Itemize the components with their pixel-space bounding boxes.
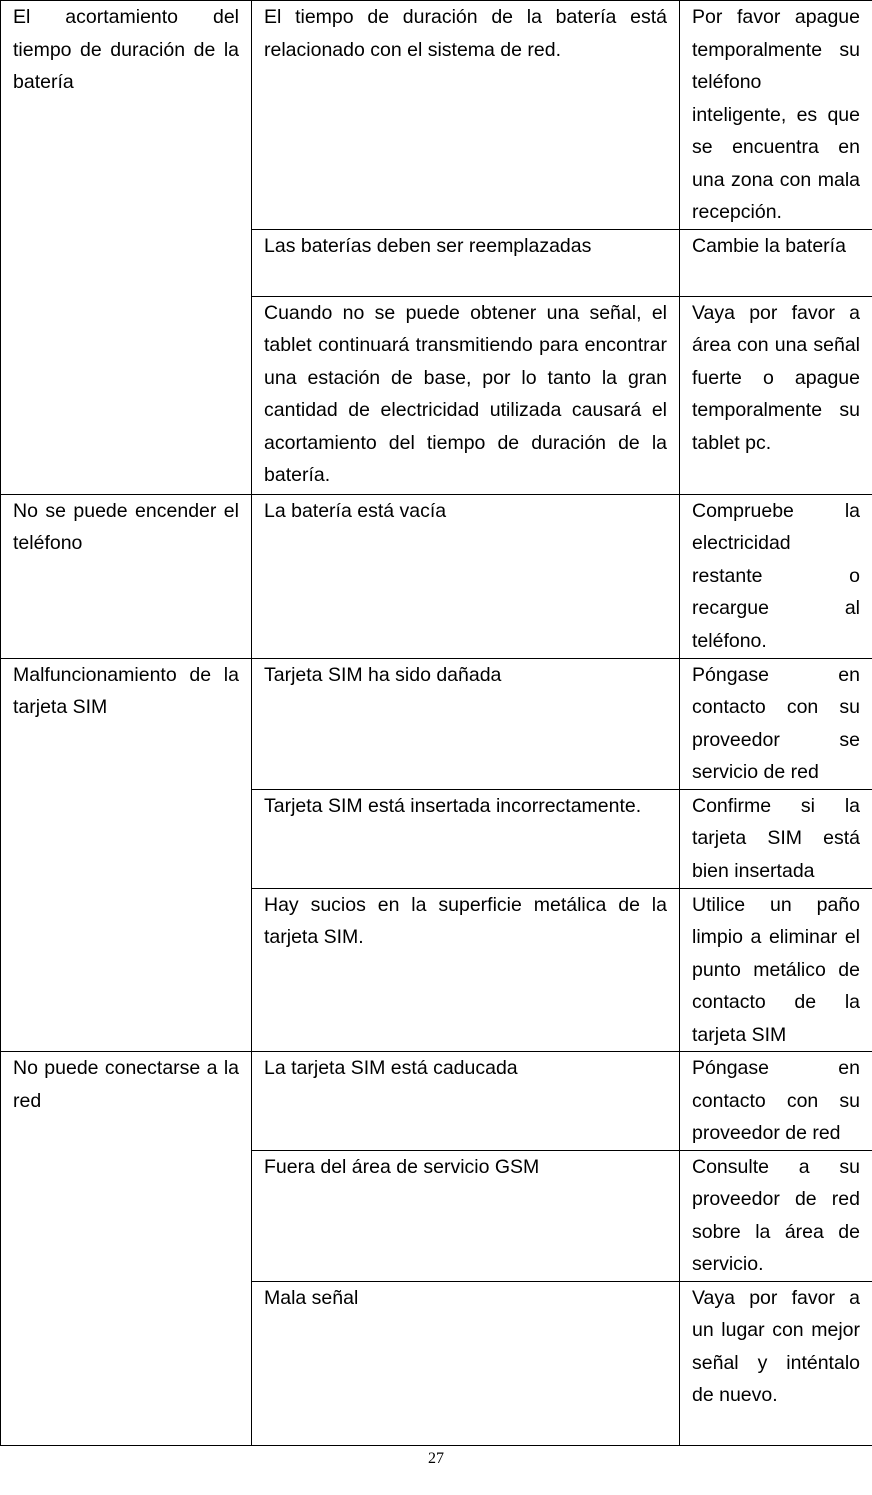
- table-row: [1, 1, 872, 230]
- table-row: [1, 658, 872, 789]
- table-row: [1, 1052, 872, 1151]
- problem-cell: Malfuncionamiento de la tarjeta SIM: [1, 658, 252, 1052]
- problem-cell: No puede conectarse a la red: [1, 1052, 252, 1446]
- problem-cell: El acortamiento del tiempo de duración de la batería: [1, 1, 252, 495]
- solution-cell: Póngase en contacto con su proveedor de red: [680, 1052, 872, 1151]
- cause-cell: El tiempo de duración de la batería está relacionado con el sistema de red.: [252, 1, 680, 230]
- cause-cell: Las baterías deben ser reemplazadas: [252, 229, 680, 296]
- cause-cell: La tarjeta SIM está caducada: [252, 1052, 680, 1151]
- solution-cell: Confirme si la tarjeta SIM está bien insertada: [680, 789, 872, 888]
- solution-cell: Compruebe la electricidad restante o recargue al teléfono.: [680, 494, 872, 658]
- cause-cell: Tarjeta SIM está insertada incorrectamente.: [252, 789, 680, 888]
- cause-cell: Tarjeta SIM ha sido dañada: [252, 658, 680, 789]
- table-row: [1, 494, 872, 658]
- solution-cell: Vaya por favor a un lugar con mejor señal y inténtalo de nuevo.: [680, 1281, 872, 1445]
- solution-cell: Cambie la batería: [680, 229, 872, 296]
- cause-cell: La batería está vacía: [252, 494, 680, 658]
- cause-cell: Fuera del área de servicio GSM: [252, 1150, 680, 1281]
- problem-cell: No se puede encender el teléfono: [1, 494, 252, 658]
- cause-cell: Cuando no se puede obtener una señal, el tablet continuará transmitiendo para encontrar una estación de base, por lo tanto la gran cantidad de electricidad utilizada causará el acortamiento del tiempo de duración de la batería.: [252, 296, 680, 494]
- page-number: 27: [428, 1450, 444, 1467]
- solution-cell: Consulte a su proveedor de red sobre la área de servicio.: [680, 1150, 872, 1281]
- solution-cell: Vaya por favor a área con una señal fuerte o apague temporalmente su tablet pc.: [680, 296, 872, 494]
- solution-cell: Póngase en contacto con su proveedor se servicio de red: [680, 658, 872, 789]
- solution-cell: Por favor apague temporalmente su teléfono inteligente, es que se encuentra en una zona con mala recepción.: [680, 1, 872, 230]
- cause-cell: Mala señal: [252, 1281, 680, 1445]
- solution-cell: Utilice un paño limpio a eliminar el punto metálico de contacto de la tarjeta SIM: [680, 888, 872, 1052]
- cause-cell: Hay sucios en la superficie metálica de la tarjeta SIM.: [252, 888, 680, 1052]
